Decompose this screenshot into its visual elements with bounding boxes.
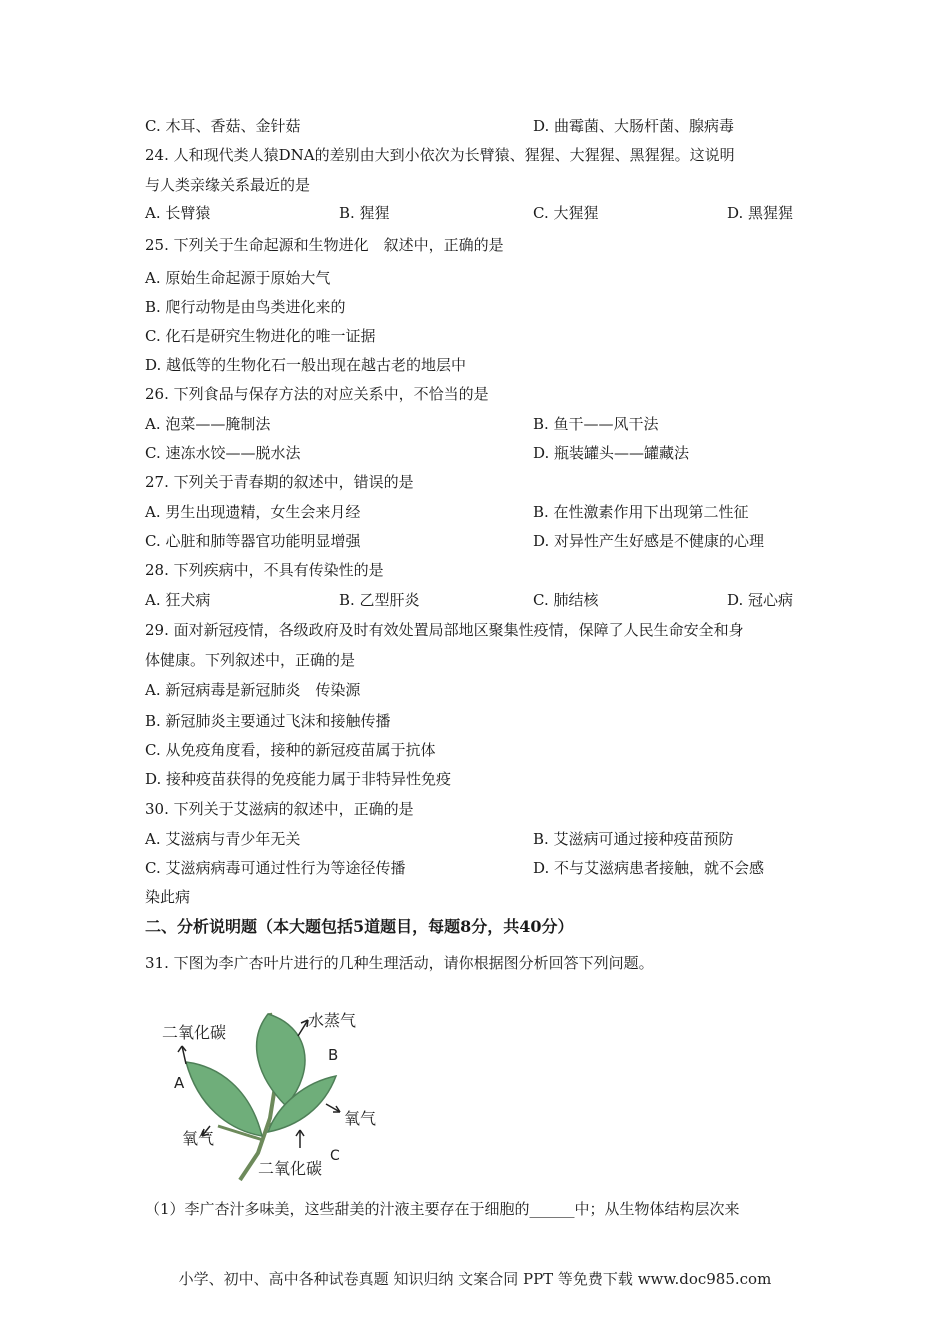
o2-right-label: 氧气 <box>344 1109 377 1128</box>
label-c: C <box>330 1148 340 1164</box>
q27-option-c: C. 心脏和肺等器官功能明显增强 <box>145 532 361 550</box>
q24-stem: 24. 人和现代类人猿DNA的差别由大到小依次为长臂猿、猩猩、大猩猩、黑猩猩。这说明 <box>145 146 735 164</box>
q25-option-b: B. 爬行动物是由鸟类进化来的 <box>145 298 346 316</box>
q25-option-c: C. 化石是研究生物进化的唯一证据 <box>145 327 376 345</box>
q23-option-c: C. 木耳、香菇、金针菇 <box>145 117 301 135</box>
q29-option-a: A. 新冠病毒是新冠肺炎 传染源 <box>145 681 361 699</box>
q27-option-b: B. 在性激素作用下出现第二性征 <box>533 503 749 521</box>
q29-option-c: C. 从免疫角度看，接种的新冠疫苗属于抗体 <box>145 741 436 759</box>
q30-option-a: A. 艾滋病与青少年无关 <box>145 830 301 848</box>
q26-option-d: D. 瓶装罐头——罐藏法 <box>533 444 690 462</box>
q30-option-b: B. 艾滋病可通过接种疫苗预防 <box>533 830 734 848</box>
q24-option-d: D. 黑猩猩 <box>727 204 794 222</box>
leaf-physiology-figure <box>158 1008 377 1188</box>
q28-option-d: D. 冠心病 <box>727 591 794 609</box>
q26-option-b: B. 鱼干——风干法 <box>533 415 659 433</box>
label-b: B <box>328 1046 339 1064</box>
q25-stem: 25. 下列关于生命起源和生物进化 叙述中，正确的是 <box>145 236 504 254</box>
q30-option-c: C. 艾滋病病毒可通过性行为等途径传播 <box>145 859 406 877</box>
q26-option-a: A. 泡菜——腌制法 <box>145 415 271 433</box>
q28-option-b: B. 乙型肝炎 <box>339 591 420 609</box>
q26-option-c: C. 速冻水饺——脱水法 <box>145 444 301 462</box>
q31-sub1: （1）李广杏汁多味美，这些甜美的汁液主要存在于细胞的______中；从生物体结构层次来 <box>145 1200 740 1218</box>
q25-option-a: A. 原始生命起源于原始大气 <box>145 269 331 287</box>
q30-option-d: D. 不与艾滋病患者接触，就不会感 <box>533 859 765 877</box>
q24-option-a: A. 长臂猿 <box>145 204 211 222</box>
o2-left-label: 氧气 <box>182 1129 215 1148</box>
q29-option-d: D. 接种疫苗获得的免疫能力属于非特异性免疫 <box>145 770 452 788</box>
q30-stem: 30. 下列关于艾滋病的叙述中，正确的是 <box>145 800 414 818</box>
q28-option-c: C. 肺结核 <box>533 591 599 609</box>
q29-option-b: B. 新冠肺炎主要通过飞沫和接触传播 <box>145 712 391 730</box>
q29-stem-cont: 体健康。下列叙述中，正确的是 <box>145 651 356 669</box>
section-2-heading: 二、分析说明题（本大题包括5道题目，每题8分，共40分） <box>145 917 574 936</box>
q29-stem: 29. 面对新冠疫情，各级政府及时有效处置局部地区聚集性疫情，保障了人民生命安全和身 <box>145 621 744 639</box>
q28-option-a: A. 狂犬病 <box>145 591 211 609</box>
top-leaf <box>257 1014 305 1106</box>
q24-option-b: B. 猩猩 <box>339 204 390 222</box>
q28-stem: 28. 下列疾病中，不具有传染性的是 <box>145 561 384 579</box>
q27-option-d: D. 对异性产生好感是不健康的心理 <box>533 532 765 550</box>
q23-option-d: D. 曲霉菌、大肠杆菌、腺病毒 <box>533 117 735 135</box>
q31-stem: 31. 下图为李广杏叶片进行的几种生理活动，请你根据图分析回答下列问题。 <box>145 954 654 972</box>
q26-stem: 26. 下列食品与保存方法的对应关系中，不恰当的是 <box>145 385 489 403</box>
co2-bottom-label: 二氧化碳 <box>258 1159 323 1178</box>
left-leaf <box>186 1062 262 1136</box>
q27-option-a: A. 男生出现遗精，女生会来月经 <box>145 503 361 521</box>
q30-option-d-cont: 染此病 <box>145 888 191 906</box>
co2-top-label: 二氧化碳 <box>162 1023 227 1042</box>
q25-option-d: D. 越低等的生物化石一般出现在越古老的地层中 <box>145 356 467 374</box>
page-footer: 小学、初中、高中各种试卷真题 知识归纳 文案合同 PPT 等免费下载 www.doc985.com <box>178 1270 772 1288</box>
q24-stem-cont: 与人类亲缘关系最近的是 <box>145 176 311 194</box>
water-vapor-label: 水蒸气 <box>308 1011 357 1030</box>
label-a: A <box>174 1074 185 1092</box>
q27-stem: 27. 下列关于青春期的叙述中，错误的是 <box>145 473 414 491</box>
q24-option-c: C. 大猩猩 <box>533 204 599 222</box>
